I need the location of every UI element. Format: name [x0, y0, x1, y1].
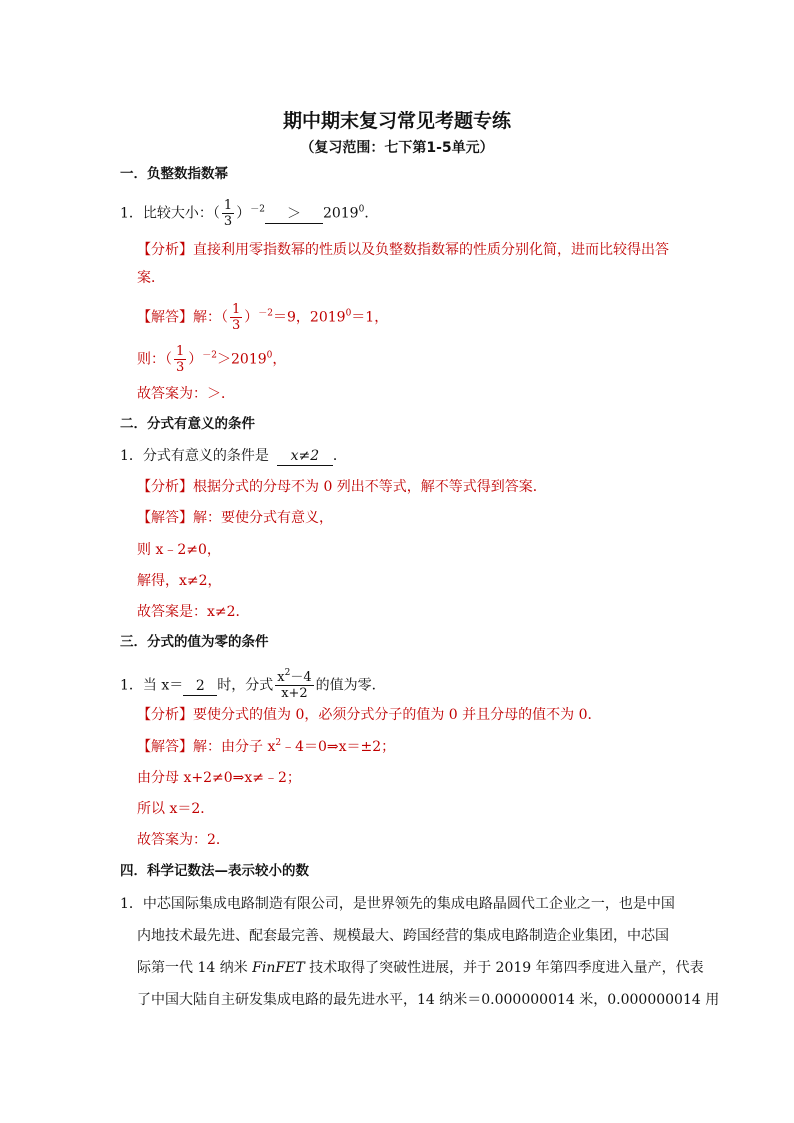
fraction: $\frac{x^2-4}{x+2}$	[277, 668, 312, 701]
section-heading: 四．科学记数法—表示较小的数	[120, 863, 309, 879]
question-text: 内地技术最先进、配套最完善、规模最大、跨国经营的集成电路制造企业集团，中芯国	[137, 928, 669, 944]
section-heading: 一．负整数指数幂	[120, 166, 228, 182]
question: 1．中芯国际集成电路制造有限公司，是世界领先的集成电路晶圆代工企业之一，也是中国	[120, 896, 675, 912]
answer-blank: 2	[183, 677, 217, 696]
answer-blank: x≠2	[277, 447, 333, 466]
analysis: 【分析】要使分式的值为 0，必须分式分子的值为 0 并且分母的值不为 0．	[137, 707, 602, 723]
analysis: 【分析】根据分式的分母不为 0 列出不等式，解不等式得到答案．	[137, 479, 547, 495]
solution: 【解答】解：（ $\frac{1}{3}$ ）$^{-2}$＝9，$2019^0=1$，	[137, 302, 389, 333]
solution-line: 由分母 x+2≠0⇒x≠﹣2；	[137, 770, 301, 786]
final-answer: 故答案是：x≠2．	[137, 604, 250, 620]
analysis-continued: 案．	[137, 270, 165, 286]
solution-line: 解得，x≠2，	[137, 573, 222, 589]
question-text: 际第一代 14 纳米 FinFET 技术取得了突破性进展，并于 2019 年第四季度进入量产，代表	[137, 960, 704, 976]
question-number: 1．	[120, 205, 143, 222]
final-answer: 故答案为：＞．	[137, 386, 235, 402]
solution: 【解答】解：要使分式有意义，	[137, 510, 333, 526]
document-title: 期中期末复习常见考题专练	[282, 110, 511, 132]
section-heading: 二．分式有意义的条件	[120, 416, 255, 432]
solution-line: 所以 x＝2．	[137, 801, 215, 817]
solution: 【解答】解：由分子 $x^2﹣4=0\Rightarrow x=\pm 2$；	[137, 738, 396, 755]
answer-blank: ＞	[265, 205, 323, 224]
question: 1．比较大小：（ $\frac{1}{3}$ ）$^{-2} > 2019^0$．	[120, 198, 379, 229]
solution-line: 则 x﹣2≠0，	[137, 542, 221, 558]
solution-line: 则：（ $\frac{1}{3}$ ）$^{-2}>2019^0$，	[137, 344, 287, 375]
document-subtitle: （复习范围：七下第1-5单元）	[300, 140, 494, 156]
analysis: 【分析】直接利用零指数幂的性质以及负整数指数幂的性质分别化简，进而比较得出答	[137, 242, 669, 258]
section-heading: 三．分式的值为零的条件	[120, 634, 269, 650]
final-answer: 故答案为：2．	[137, 832, 230, 848]
question-text: 了中国大陆自主研发集成电路的最先进水平，14 纳米＝0.000000014 米，0.000000014 用	[137, 992, 720, 1008]
question: 1．分式有意义的条件是 x≠2 ．	[120, 448, 347, 464]
fraction: $\frac{1}{3}$	[223, 198, 233, 229]
question: 1．当 x＝ 2 时，分式 $\frac{x^2-4}{x+2}$ 的值为零．	[120, 668, 386, 701]
